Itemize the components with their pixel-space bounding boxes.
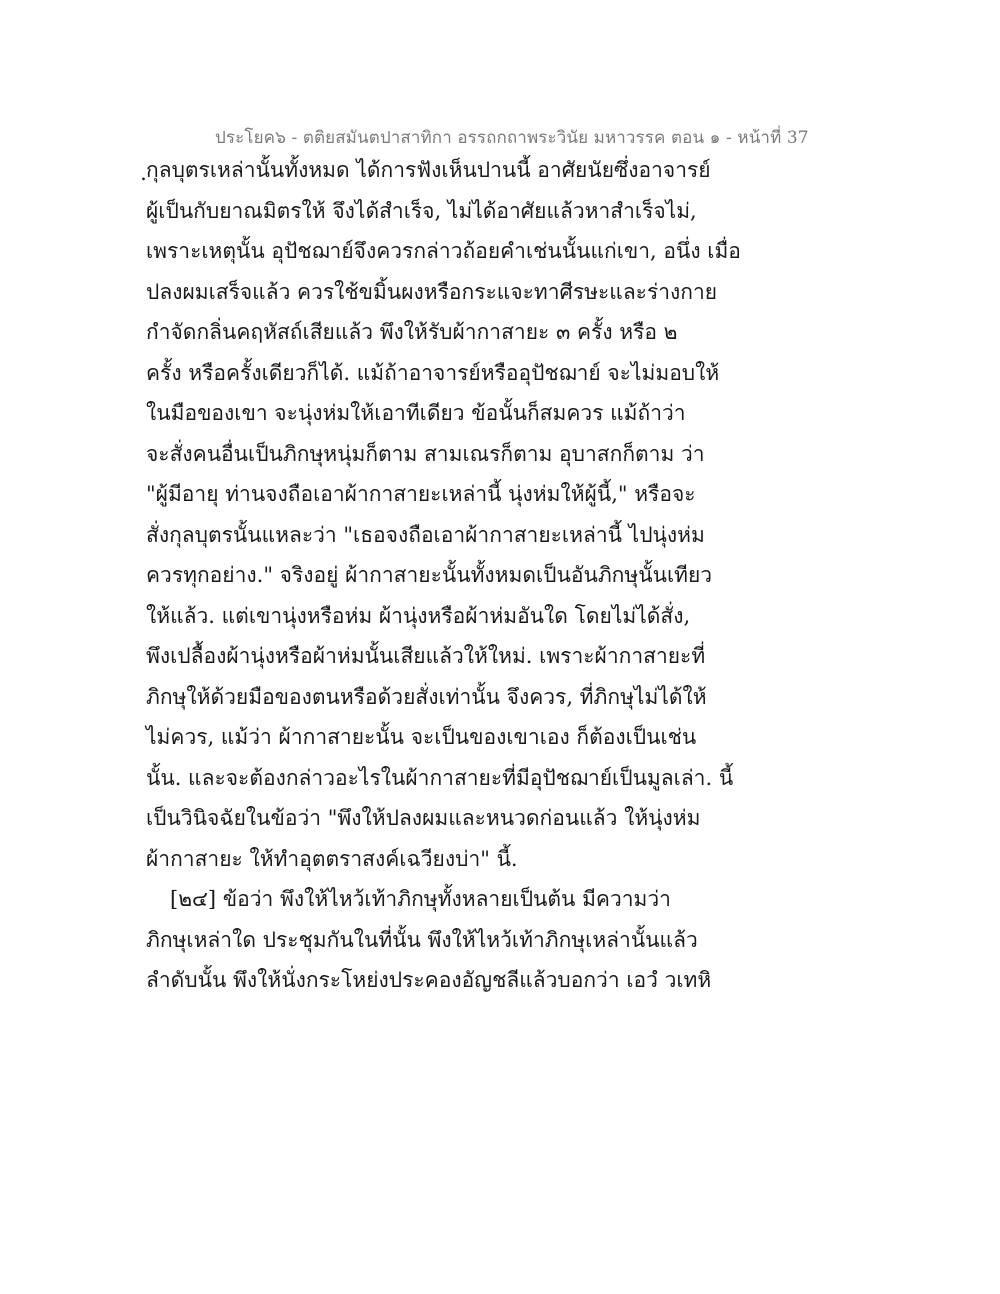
- text-line: ปลงผมเสร็จแล้ว ควรใช้ขมิ้นผงหรือกระแจะทาศีรษะและร่างกาย: [146, 279, 718, 304]
- body-text: [146, 150, 741, 1001]
- text-line: พึงเปลื้องผ้านุ่งหรือผ้าห่มนั้นเสียแล้วให้ใหม่. เพราะผ้ากาสายะที่: [146, 644, 706, 668]
- text-line: ครั้ง หรือครั้งเดียวก็ได้. แม้ถ้าอาจารย์หรืออุปัชฌาย์ จะไม่มอบให้: [146, 360, 720, 385]
- text-line: นั้น. และจะต้องกล่าวอะไรในผ้ากาสายะที่มีอุปัชฌาย์เป็นมูลเล่า. นี้: [146, 765, 734, 790]
- running-header: ประโยค๖ - ตติยสมันตปาสาทิกา อรรถกถาพระวินัย มหาวรรค ตอน ๑ - หน้าที่ 37: [215, 128, 809, 148]
- text-line: ในมือของเขา จะนุ่งห่มให้เอาทีเดียว ข้อนั้นก็สมควร แม้ถ้าว่า: [146, 401, 686, 425]
- text-line: ผู้เป็นกับยาณมิตรให้ จึงได้สำเร็จ, ไม่ได้อาศัยแล้วหาสำเร็จไม่,: [146, 198, 697, 223]
- text-line: ควรทุกอย่าง." จริงอยู่ ผ้ากาสายะนั้นทั้งหมดเป็นอันภิกษุนั้นเทียว: [146, 563, 713, 587]
- text-line: เพราะเหตุนั้น อุปัชฌาย์จึงควรกล่าวถ้อยคำเช่นนั้นแก่เขา, อนึ่ง เมื่อ: [146, 239, 741, 263]
- text-line: ภิกษุให้ด้วยมือของตนหรือด้วยสั่งเท่านั้น จึงควร, ที่ภิกษุไม่ได้ให้: [146, 684, 707, 709]
- text-line: ลำดับนั้น พึงให้นั่งกระโหย่งประคองอัญชลีแล้วบอกว่า เอวํ วเทหิ: [146, 968, 712, 992]
- text-line: จะสั่งคนอื่นเป็นภิกษุหนุ่มก็ตาม สามเณรก็ตาม อุบาสกก็ตาม ว่า: [146, 441, 705, 466]
- text-line: ภิกษุเหล่าใด ประชุมกันในที่นั้น พึงให้ไหว้เท้าภิกษุเหล่านั้นแล้ว: [146, 927, 698, 952]
- text-line: ผ้ากาสายะ ให้ทำอุตตราสงค์เฉวียงบ่า" นี้.: [146, 846, 518, 871]
- text-line: เป็นวินิจฉัยในข้อว่า "พึงให้ปลงผมและหนวดก่อนแล้ว ให้นุ่งห่ม: [146, 806, 701, 830]
- paragraph-start-line: [๒๔] ข้อว่า พึงให้ไหว้เท้าภิกษุทั้งหลายเป็นต้น มีความว่า: [170, 887, 671, 911]
- text-line: ไม่ควร, แม้ว่า ผ้ากาสายะนั้น จะเป็นของเขาเอง ก็ต้องเป็นเช่น: [146, 725, 697, 749]
- text-line: สั่งกุลบุตรนั้นแหละว่า "เธอจงถือเอาผ้ากาสายะเหล่านี้ ไปนุ่งห่ม: [146, 522, 705, 547]
- text-line: ให้แล้ว. แต่เขานุ่งหรือห่ม ผ้านุ่งหรือผ้าห่มอันใด โดยไม่ได้สั่ง,: [146, 603, 691, 628]
- text-line: ฺกุลบุตรเหล่านั้นทั้งหมด ได้การฟังเห็นปานนี้ อาศัยนัยซึ่งอาจารย์: [146, 158, 711, 182]
- text-line: "ผู้มีอายุ ท่านจงถือเอาผ้ากาสายะเหล่านี้ นุ่งห่มให้ผู้นี้," หรือจะ: [146, 482, 696, 506]
- text-line: กำจัดกลิ่นคฤหัสถ์เสียแล้ว พึงให้รับผ้ากาสายะ ๓ ครั้ง หรือ ๒: [146, 320, 678, 344]
